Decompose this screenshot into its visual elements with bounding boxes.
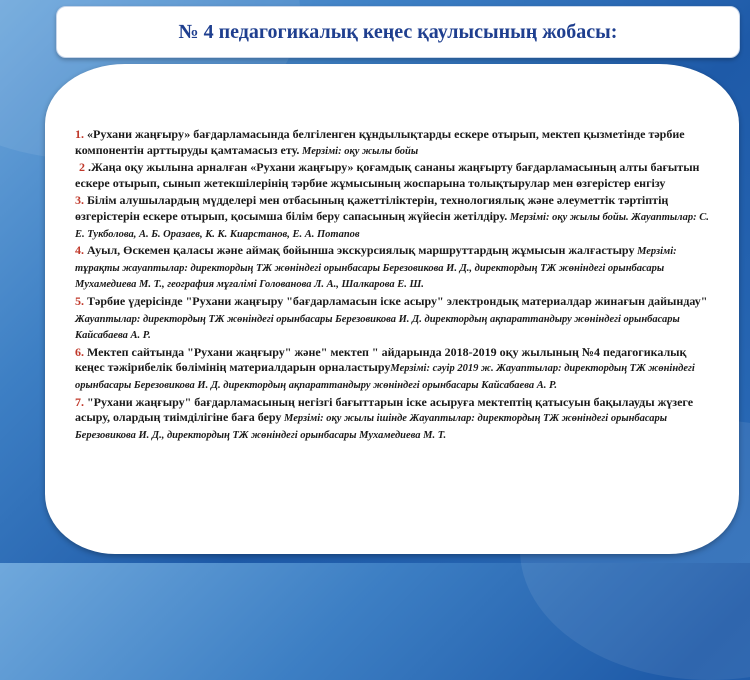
list-item bbox=[75, 395, 715, 444]
title-banner bbox=[56, 6, 740, 58]
item-note: Мерзімі: оқу жылы ішінде Жауаптылар: директордың ТЖ жөніндегі орынбасары Березовикова И. Д., директордың ТЖ жөніндегі орынбасары Мухамедиева М. Т. bbox=[75, 413, 668, 441]
resolution-list bbox=[75, 127, 715, 444]
item-number: 1. bbox=[75, 127, 84, 141]
item-text: .Жаңа оқу жылына арналған «Рухани жаңғыру» қоғамдық сананы жаңғырту бағдарламасының алты бағытын ескере отырып, сынып жетекшілерінің тәрбие жұмысының жоспарына толықтырулар мен өзгерістер енгізу bbox=[75, 160, 700, 190]
list-item bbox=[75, 243, 715, 293]
slide-title: № 4 педагогикалық кеңес қаулысының жобасы: bbox=[178, 20, 618, 43]
item-note: Жауаптылар: директордың ТЖ жөніндегі орынбасары Березовикова И. Д. директордың ақпараттандыру жөніндегі орынбасары Кайсабаева А. Р. bbox=[75, 313, 680, 342]
list-item bbox=[75, 193, 715, 242]
item-number: 4. bbox=[75, 243, 84, 258]
item-number: 3. bbox=[75, 193, 84, 208]
item-text: «Рухани жаңғыру» бағдарламасында белгіленген құндылықтарды ескере отырып, мектеп қызметінде тәрбие компонентін арттыруды қамтамасыз ету. bbox=[75, 127, 685, 157]
item-number: 5. bbox=[75, 293, 84, 308]
item-number: 7. bbox=[75, 394, 84, 409]
item-text: Мектеп сайтында "Рухани жаңғыру" және" мектеп " айдарында 2018-2019 оқу жылының №4 педагогикалық кеңес тәжірибелік бөлімінің материалдарын орналастыру bbox=[75, 344, 687, 375]
item-note: Мерзімі: тұрақты жауаптылар: директордың ТЖ жөніндегі орынбасары Березовикова И. Д., директордың ТЖ жөніндегі орынбасары Мухамедиева М. Т., география мұғалімі Голованова Л. А., Шалкарова Е. Ш. bbox=[75, 246, 677, 291]
item-note: Мерзімі: оқу жылы бойы bbox=[299, 145, 419, 157]
list-item bbox=[75, 345, 715, 394]
item-note: Мерзімі: оқу жылы бойы. Жауаптылар: С. Е. Тукболова, А. Б. Оразаев, К. К. Киарстанов, Е. А. Потапов bbox=[75, 211, 709, 240]
item-text: "Рухани жаңғыру" бағдарламасының негізгі бағыттарын іске асыруға мектептің қатысуын бақылауды жүзеге асыру, олардың тиімділігіне баға беру bbox=[75, 394, 694, 425]
item-text: Білім алушылардың мүдделері мен отбасының қажеттіліктерін, технологиялық және әлеуметтік тәртіптің өзгерістерін ескере отырып, қосымша білім беру сапасының жүйесін жетілдіру. bbox=[75, 193, 669, 223]
item-text: Ауыл, Өскемен қаласы және аймақ бойынша экскурсиялық маршруттардың жұмысын жалғастыру bbox=[84, 243, 635, 258]
item-number: 2 bbox=[79, 160, 85, 175]
item-text: Тәрбие үдерісінде "Рухани жаңғыру "бағдарламасын іске асыру" электрондық материалдар жинағын дайындау" bbox=[84, 293, 708, 308]
list-item bbox=[75, 127, 715, 159]
list-item bbox=[75, 294, 715, 344]
item-number: 6. bbox=[75, 344, 84, 359]
item-note: Мерзімі: сәуір 2019 ж. Жауаптылар: директордың ТЖ жөніндегі орынбасары Березовикова И. Д. директордың ақпараттандыру жөніндегі орынбасары Кайсабаева А. Р. bbox=[75, 363, 695, 391]
list-item bbox=[75, 160, 715, 192]
